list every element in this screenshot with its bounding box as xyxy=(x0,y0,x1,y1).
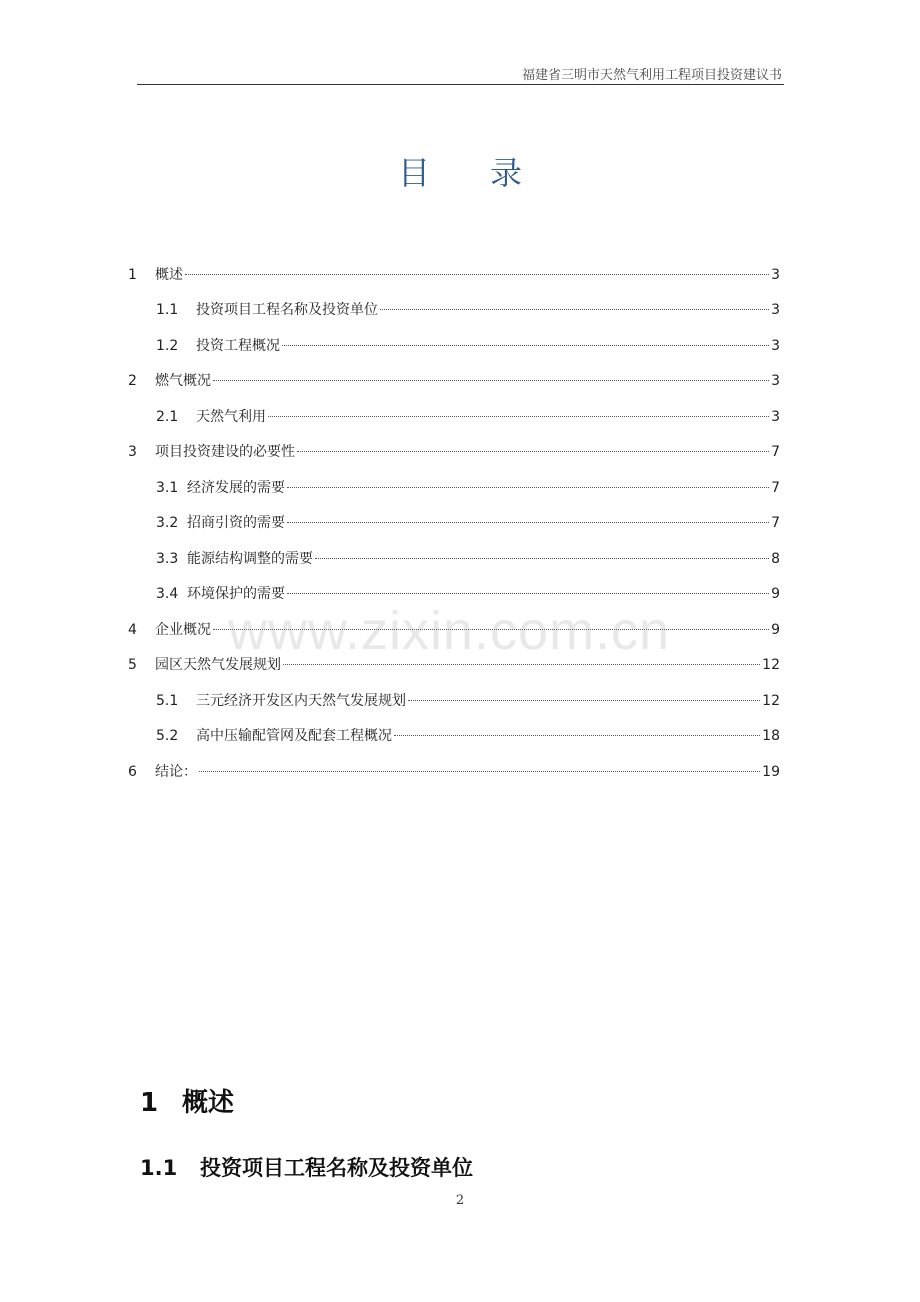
toc-entry-label: 企业概况 xyxy=(155,622,211,638)
heading-number: 1 xyxy=(140,1088,159,1118)
toc-entry-page: 7 xyxy=(771,480,780,496)
toc-entry-page: 12 xyxy=(762,693,780,709)
toc-entry-label: 概述 xyxy=(155,267,183,283)
toc-entry-label: 招商引资的需要 xyxy=(187,515,285,531)
toc-entry[interactable] xyxy=(156,299,780,323)
running-header: 福建省三明市天然气利用工程项目投资建议书 xyxy=(521,68,782,83)
toc-dot-leader xyxy=(283,664,760,665)
toc-dot-leader xyxy=(287,522,769,523)
toc-entry-number: 6 xyxy=(128,764,137,780)
toc-entry-page: 9 xyxy=(771,622,780,638)
toc-entry-page: 8 xyxy=(771,551,780,567)
toc-dot-leader xyxy=(394,735,760,736)
toc-entry-page: 3 xyxy=(771,373,780,389)
toc-entry-number: 3.4 xyxy=(156,586,179,602)
toc-entry-number: 1 xyxy=(128,267,137,283)
header-rule xyxy=(137,84,784,85)
toc-entry[interactable] xyxy=(128,370,780,394)
toc-entry-page: 12 xyxy=(762,657,780,673)
toc-entry-label: 三元经济开发区内天然气发展规划 xyxy=(196,693,406,709)
toc-dot-leader xyxy=(380,309,769,310)
toc-entry[interactable] xyxy=(128,761,780,785)
toc-entry[interactable] xyxy=(156,335,780,359)
toc-dot-leader xyxy=(297,451,769,452)
toc-entry-number: 3.3 xyxy=(156,551,179,567)
toc-title: 目录 xyxy=(397,154,582,192)
toc-entry[interactable] xyxy=(156,548,780,572)
toc-dot-leader xyxy=(315,558,769,559)
toc-entry-number: 1.2 xyxy=(156,338,179,354)
toc-entry-page: 7 xyxy=(771,515,780,531)
toc-entry-page: 9 xyxy=(771,586,780,602)
toc-dot-leader xyxy=(268,416,769,417)
toc-entry[interactable] xyxy=(128,441,780,465)
toc-entry-page: 7 xyxy=(771,444,780,460)
toc-entry[interactable] xyxy=(156,406,780,430)
toc-entry-number: 4 xyxy=(128,622,137,638)
heading-text: 投资项目工程名称及投资单位 xyxy=(200,1156,473,1180)
heading-text: 概述 xyxy=(182,1088,235,1118)
section-heading-1-1 xyxy=(140,1152,473,1182)
toc-entry-label: 结论： xyxy=(155,764,197,780)
toc-entry-number: 3.2 xyxy=(156,515,179,531)
watermark: www.zixin.com.cn xyxy=(228,601,671,661)
toc-entry-label: 经济发展的需要 xyxy=(187,480,285,496)
toc-entry-label: 投资工程概况 xyxy=(196,338,280,354)
toc-dot-leader xyxy=(185,274,769,275)
page-number: 2 xyxy=(455,1193,465,1208)
toc-entry-number: 3.1 xyxy=(156,480,179,496)
toc-entry-number: 5 xyxy=(128,657,137,673)
toc-dot-leader xyxy=(199,771,760,772)
toc-entry-page: 3 xyxy=(771,267,780,283)
toc-entry-page: 3 xyxy=(771,409,780,425)
toc-entry-page: 3 xyxy=(771,302,780,318)
toc-entry-number: 5.2 xyxy=(156,728,179,744)
section-heading-1 xyxy=(140,1082,234,1119)
toc-dot-leader xyxy=(282,345,769,346)
toc-entry-page: 3 xyxy=(771,338,780,354)
toc-entry[interactable] xyxy=(156,690,780,714)
toc-entry-label: 天然气利用 xyxy=(196,409,266,425)
toc-entry[interactable] xyxy=(156,512,780,536)
toc-dot-leader xyxy=(287,487,769,488)
toc-entry-page: 18 xyxy=(762,728,780,744)
toc-entry-label: 园区天然气发展规划 xyxy=(155,657,281,673)
toc-dot-leader xyxy=(287,593,769,594)
heading-number: 1.1 xyxy=(140,1156,178,1180)
toc-dot-leader xyxy=(213,380,769,381)
toc-entry-label: 环境保护的需要 xyxy=(187,586,285,602)
toc-entry-label: 燃气概况 xyxy=(155,373,211,389)
toc-entry-number: 1.1 xyxy=(156,302,179,318)
toc-entry-label: 项目投资建设的必要性 xyxy=(155,444,295,460)
toc-entry-number: 2.1 xyxy=(156,409,179,425)
toc-entry[interactable] xyxy=(128,264,780,288)
toc-entry-label: 投资项目工程名称及投资单位 xyxy=(196,302,378,318)
toc-entry-label: 能源结构调整的需要 xyxy=(187,551,313,567)
toc-dot-leader xyxy=(408,700,760,701)
toc-entry-label: 高中压输配管网及配套工程概况 xyxy=(196,728,392,744)
toc-entry[interactable] xyxy=(156,725,780,749)
toc-entry[interactable] xyxy=(156,477,780,501)
toc-entry-number: 3 xyxy=(128,444,137,460)
toc-entry-number: 2 xyxy=(128,373,137,389)
toc-entry-page: 19 xyxy=(762,764,780,780)
toc-entry-number: 5.1 xyxy=(156,693,179,709)
